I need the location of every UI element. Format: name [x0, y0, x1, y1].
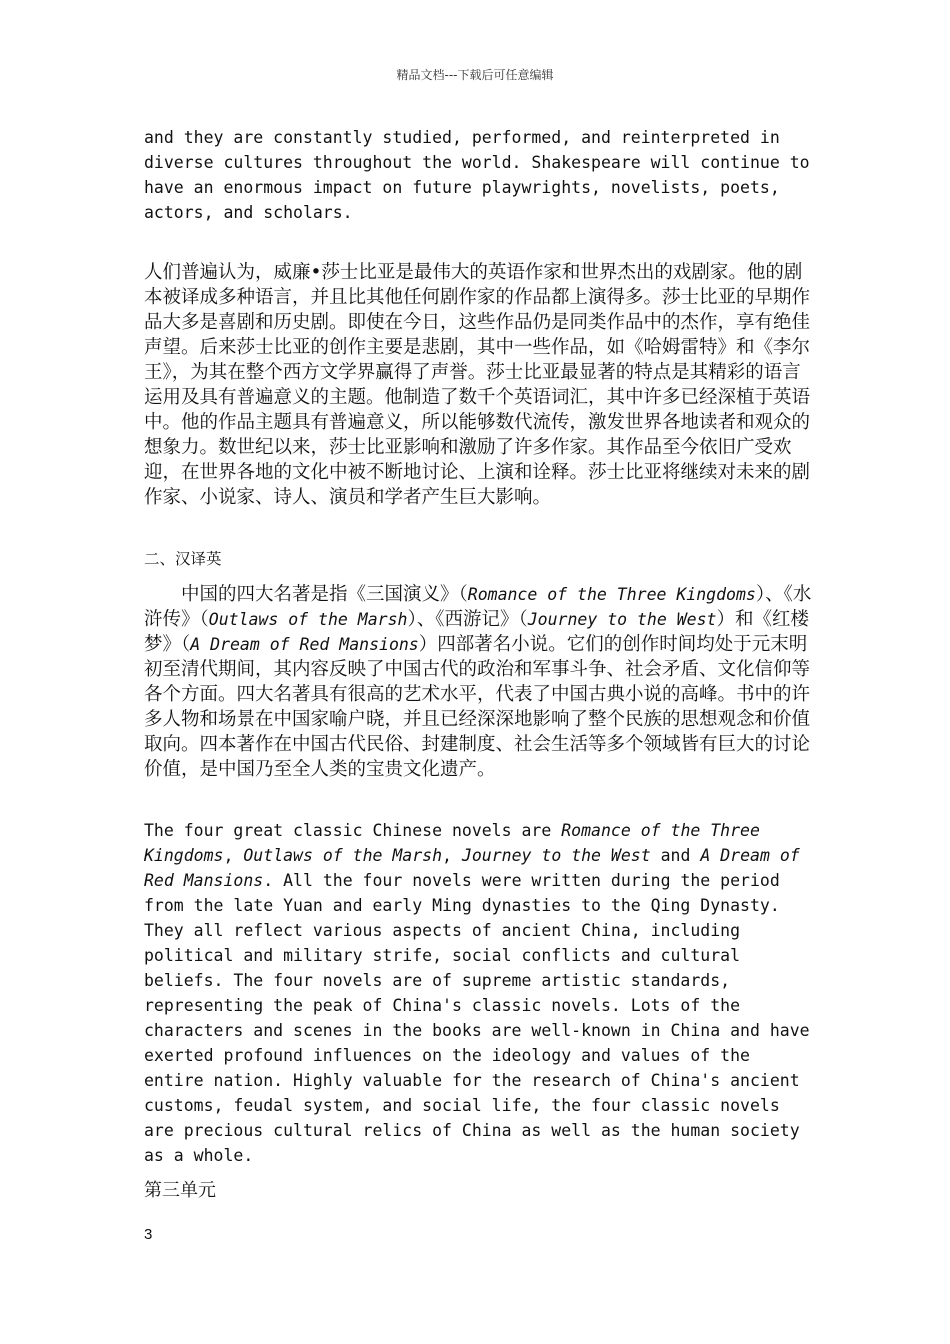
en2-text-2: , — [223, 846, 244, 865]
page-header: 精品文档---下载后可任意编辑 — [396, 68, 554, 82]
en2-text-4: and — [650, 846, 701, 865]
cn2-text-5: ）四部著名小说。它们的创作时间均处于元末明初至清代期间，其内容反映了中国古代的政治和军事斗争、社会矛盾、文化信仰等各个方面。四大名著具有很高的艺术水平，代表了中国古典小说的高峰。书中的许多人物和场景在中国家喻户晓，并且已经深深地影响了整个民族的思想观念和价值取向。四本著作在中国古代民俗、封建制度、社会生活等多个领域皆有巨大的讨论价值，是中国乃至全人类的宝贵文化遗产。 — [144, 634, 811, 780]
chinese-paragraph-1: 人们普遍认为，威廉•莎士比亚是最伟大的英语作家和世界杰出的戏剧家。他的剧本被译成多种语言，并且比其他任何剧作家的作品都上演得多。莎士比亚的早期作品大多是喜剧和历史剧。即使在今日，这些作品仍是同类作品中的杰作，享有绝佳声望。后来莎士比亚的创作主要是悲剧，其中一些作品，如《哈姆雷特》和《李尔王》，为其在整个西方文学界赢得了声誉。莎士比亚最显著的特点是其精彩的语言运用及具有普遍意义的主题。他制造了数千个英语词汇，其中许多已经深植于英语中。他的作品主题具有普遍意义，所以能够数代流传，激发世界各地读者和观众的想象力。数世纪以来，莎士比亚影响和激励了许多作家。其作品至今依旧广受欢迎，在世界各地的文化中被不断地讨论、上演和诠释。莎士比亚将继续对未来的剧作家、小说家、诗人、演员和学者产生巨大影响。 — [144, 262, 811, 508]
section-heading: 二、汉译英 — [144, 550, 222, 568]
cn2-title-dream: A Dream of Red Mansions — [190, 635, 419, 654]
cn2-text-4: ）和《红楼梦》（ — [144, 609, 809, 655]
en2-text-1: The four great classic Chinese novels are — [144, 821, 562, 840]
english-paragraph-1: and they are constantly studied, performed, and reinterpreted in diverse cultures throughout the world. Shakespeare will continue to have an enormous impact on future playwrights, novelists, poets, actors, and scholars. — [144, 128, 810, 222]
en2-text-5: . All the four novels were written during the period from the late Yuan and early Ming dynasties to the Qing Dynasty. They all reflect various aspects of ancient China, including political and military strife, social conflicts and cultural beliefs. The four novels are of supreme artistic standards, representing the peak of China's classic novels. Lots of the characters and scenes in the books are well-known in China and have exerted profound influences on the ideology and values of the entire nation. Highly valuable for the research of China's ancient customs, feudal system, and social life, the four classic novels are precious cultural relics of China as well as the human society as a whole. — [144, 871, 810, 1165]
page-number: 3 — [144, 1226, 153, 1243]
en2-text-3: , — [442, 846, 462, 865]
cn2-title-outlaws: Outlaws of the Marsh — [208, 610, 408, 629]
cn2-title-journey: Journey to the West — [527, 610, 717, 629]
unit-title: 第三单元 — [144, 1180, 216, 1201]
cn2-text-2: ）、《水浒传》（ — [144, 584, 812, 630]
cn2-text-1: 中国的四大名著是指《三国演义》（ — [181, 584, 468, 605]
en2-title-dream: A Dream of Red Mansions — [144, 846, 800, 890]
chinese-paragraph-2 — [144, 582, 814, 782]
cn2-text-3: ）、《西游记》（ — [407, 609, 528, 630]
cn2-title-romance: Romance of the Three Kingdoms — [467, 585, 756, 604]
en2-title-journey: Journey to the West — [461, 846, 651, 865]
english-paragraph-2 — [144, 818, 814, 1168]
en2-title-romance: Romance of the Three Kingdoms — [144, 821, 760, 865]
en2-title-outlaws: Outlaws of the Marsh — [243, 846, 443, 865]
